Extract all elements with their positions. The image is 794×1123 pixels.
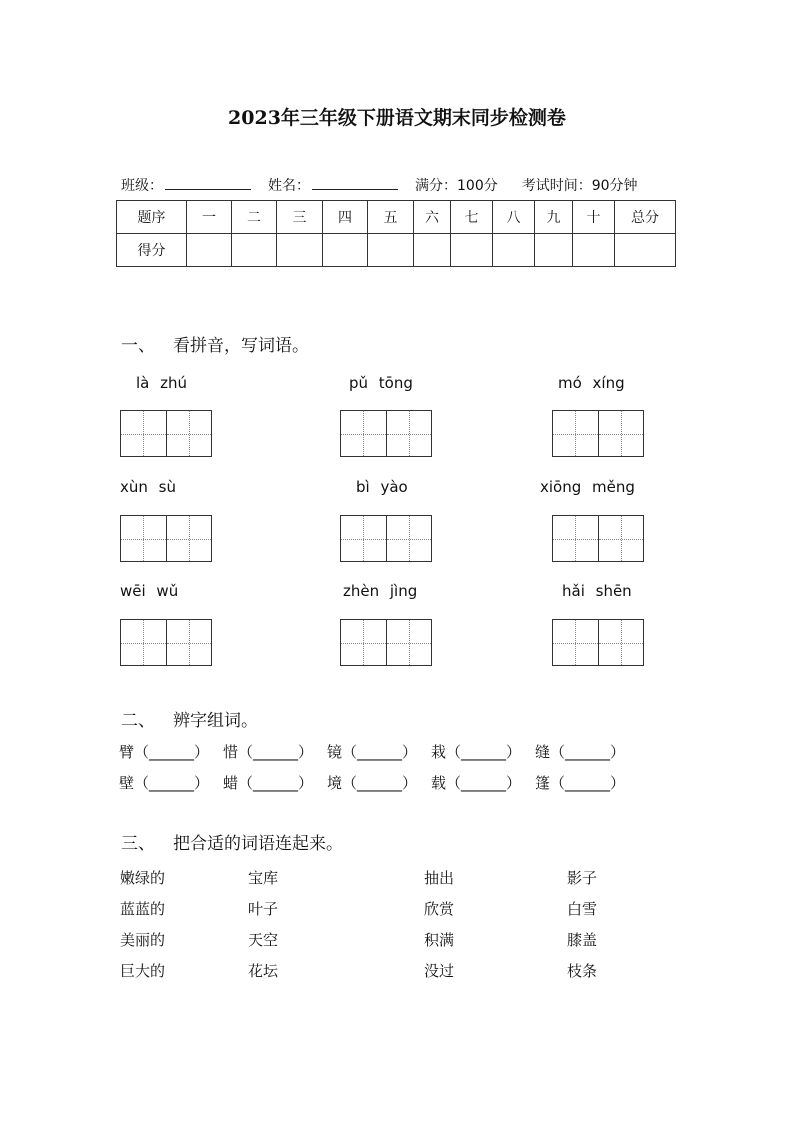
writing-grid[interactable] xyxy=(340,410,432,457)
name-label: 姓名： xyxy=(268,178,310,194)
pinyin-label: hǎi shēn xyxy=(562,582,632,600)
match-word[interactable]: 花坛 xyxy=(248,962,279,980)
char-word-item[interactable]: 蜡（______） xyxy=(223,774,314,792)
section2-title: 辨字组词。 xyxy=(173,711,258,731)
match-word[interactable]: 天空 xyxy=(248,931,279,949)
section1-title: 看拼音，写词语。 xyxy=(173,336,309,356)
match-word[interactable]: 白雪 xyxy=(567,900,598,918)
writing-grid[interactable] xyxy=(120,410,212,457)
match-word[interactable]: 积满 xyxy=(424,931,455,949)
score-table-score-row xyxy=(117,234,676,267)
score-table-cell: 总分 xyxy=(615,201,676,234)
match-word[interactable]: 欣赏 xyxy=(424,900,455,918)
class-label: 班级： xyxy=(121,178,163,194)
score-input-cell[interactable] xyxy=(493,234,535,267)
score-input-cell[interactable] xyxy=(615,234,676,267)
match-word[interactable]: 没过 xyxy=(424,962,455,980)
full-score: 满分：100分 xyxy=(415,178,498,194)
writing-grid[interactable] xyxy=(120,619,212,666)
char-row-1 xyxy=(119,741,639,762)
char-word-item[interactable]: 篷（______） xyxy=(535,774,626,792)
score-table-cell: 八 xyxy=(493,201,535,234)
char-word-item[interactable]: 栽（______） xyxy=(431,743,522,761)
score-table-cell: 得分 xyxy=(117,234,187,267)
score-table-cell: 题序 xyxy=(117,201,187,234)
section2-number: 二、 xyxy=(121,711,155,731)
score-input-cell[interactable] xyxy=(232,234,277,267)
match-word[interactable]: 影子 xyxy=(567,869,598,887)
char-word-item[interactable]: 臂（______） xyxy=(119,743,210,761)
char-word-item[interactable]: 镜（______） xyxy=(327,743,418,761)
page-title: 2023年三年级下册语文期末同步检测卷 xyxy=(228,107,566,129)
class-blank[interactable] xyxy=(165,174,251,190)
score-table-header-row xyxy=(117,201,676,234)
writing-grid[interactable] xyxy=(552,410,644,457)
score-table-cell: 二 xyxy=(232,201,277,234)
match-word[interactable]: 美丽的 xyxy=(120,931,166,949)
exam-time: 考试时间：90分钟 xyxy=(521,178,638,194)
char-word-item[interactable]: 载（______） xyxy=(431,774,522,792)
score-table-cell: 六 xyxy=(414,201,451,234)
writing-grid[interactable] xyxy=(552,619,644,666)
score-table xyxy=(116,200,676,267)
pinyin-label: bì yào xyxy=(356,478,408,496)
match-word[interactable]: 膝盖 xyxy=(567,931,598,949)
section1-heading xyxy=(121,331,309,356)
section2-heading xyxy=(121,706,258,731)
score-input-cell[interactable] xyxy=(323,234,368,267)
score-input-cell[interactable] xyxy=(187,234,232,267)
score-input-cell[interactable] xyxy=(277,234,323,267)
score-input-cell[interactable] xyxy=(535,234,573,267)
writing-grid[interactable] xyxy=(340,619,432,666)
score-input-cell[interactable] xyxy=(368,234,414,267)
pinyin-label: zhèn jìng xyxy=(343,582,418,600)
score-table-cell: 七 xyxy=(451,201,493,234)
section3-number: 三、 xyxy=(121,834,155,854)
match-word[interactable]: 抽出 xyxy=(424,869,455,887)
char-word-item[interactable]: 缝（______） xyxy=(535,743,626,761)
name-blank[interactable] xyxy=(312,174,398,190)
char-word-item[interactable]: 惜（______） xyxy=(223,743,314,761)
pinyin-label: wēi wǔ xyxy=(120,582,179,600)
match-word[interactable]: 巨大的 xyxy=(120,962,166,980)
score-table-cell: 一 xyxy=(187,201,232,234)
match-word[interactable]: 宝库 xyxy=(248,869,279,887)
score-table-cell: 十 xyxy=(573,201,615,234)
writing-grid[interactable] xyxy=(552,515,644,562)
match-word[interactable]: 叶子 xyxy=(248,900,279,918)
char-row-2 xyxy=(119,772,639,793)
score-input-cell[interactable] xyxy=(451,234,493,267)
score-table-cell: 九 xyxy=(535,201,573,234)
char-word-item[interactable]: 壁（______） xyxy=(119,774,210,792)
student-info-line xyxy=(121,174,681,195)
pinyin-label: pǔ tōng xyxy=(349,374,413,392)
score-table-cell: 三 xyxy=(277,201,323,234)
pinyin-label: xiōng měng xyxy=(540,478,635,496)
section1-number: 一、 xyxy=(121,336,155,356)
section3-heading xyxy=(121,829,343,854)
char-word-item[interactable]: 境（______） xyxy=(327,774,418,792)
match-word[interactable]: 嫩绿的 xyxy=(120,869,166,887)
score-table-cell: 五 xyxy=(368,201,414,234)
score-table-cell: 四 xyxy=(323,201,368,234)
section3-title: 把合适的词语连起来。 xyxy=(173,834,343,854)
writing-grid[interactable] xyxy=(340,515,432,562)
match-word[interactable]: 蓝蓝的 xyxy=(120,900,166,918)
score-input-cell[interactable] xyxy=(573,234,615,267)
score-input-cell[interactable] xyxy=(414,234,451,267)
pinyin-label: xùn sù xyxy=(120,478,176,496)
pinyin-label: mó xíng xyxy=(558,374,625,392)
match-word[interactable]: 枝条 xyxy=(567,962,598,980)
pinyin-label: là zhú xyxy=(136,374,188,392)
writing-grid[interactable] xyxy=(120,515,212,562)
